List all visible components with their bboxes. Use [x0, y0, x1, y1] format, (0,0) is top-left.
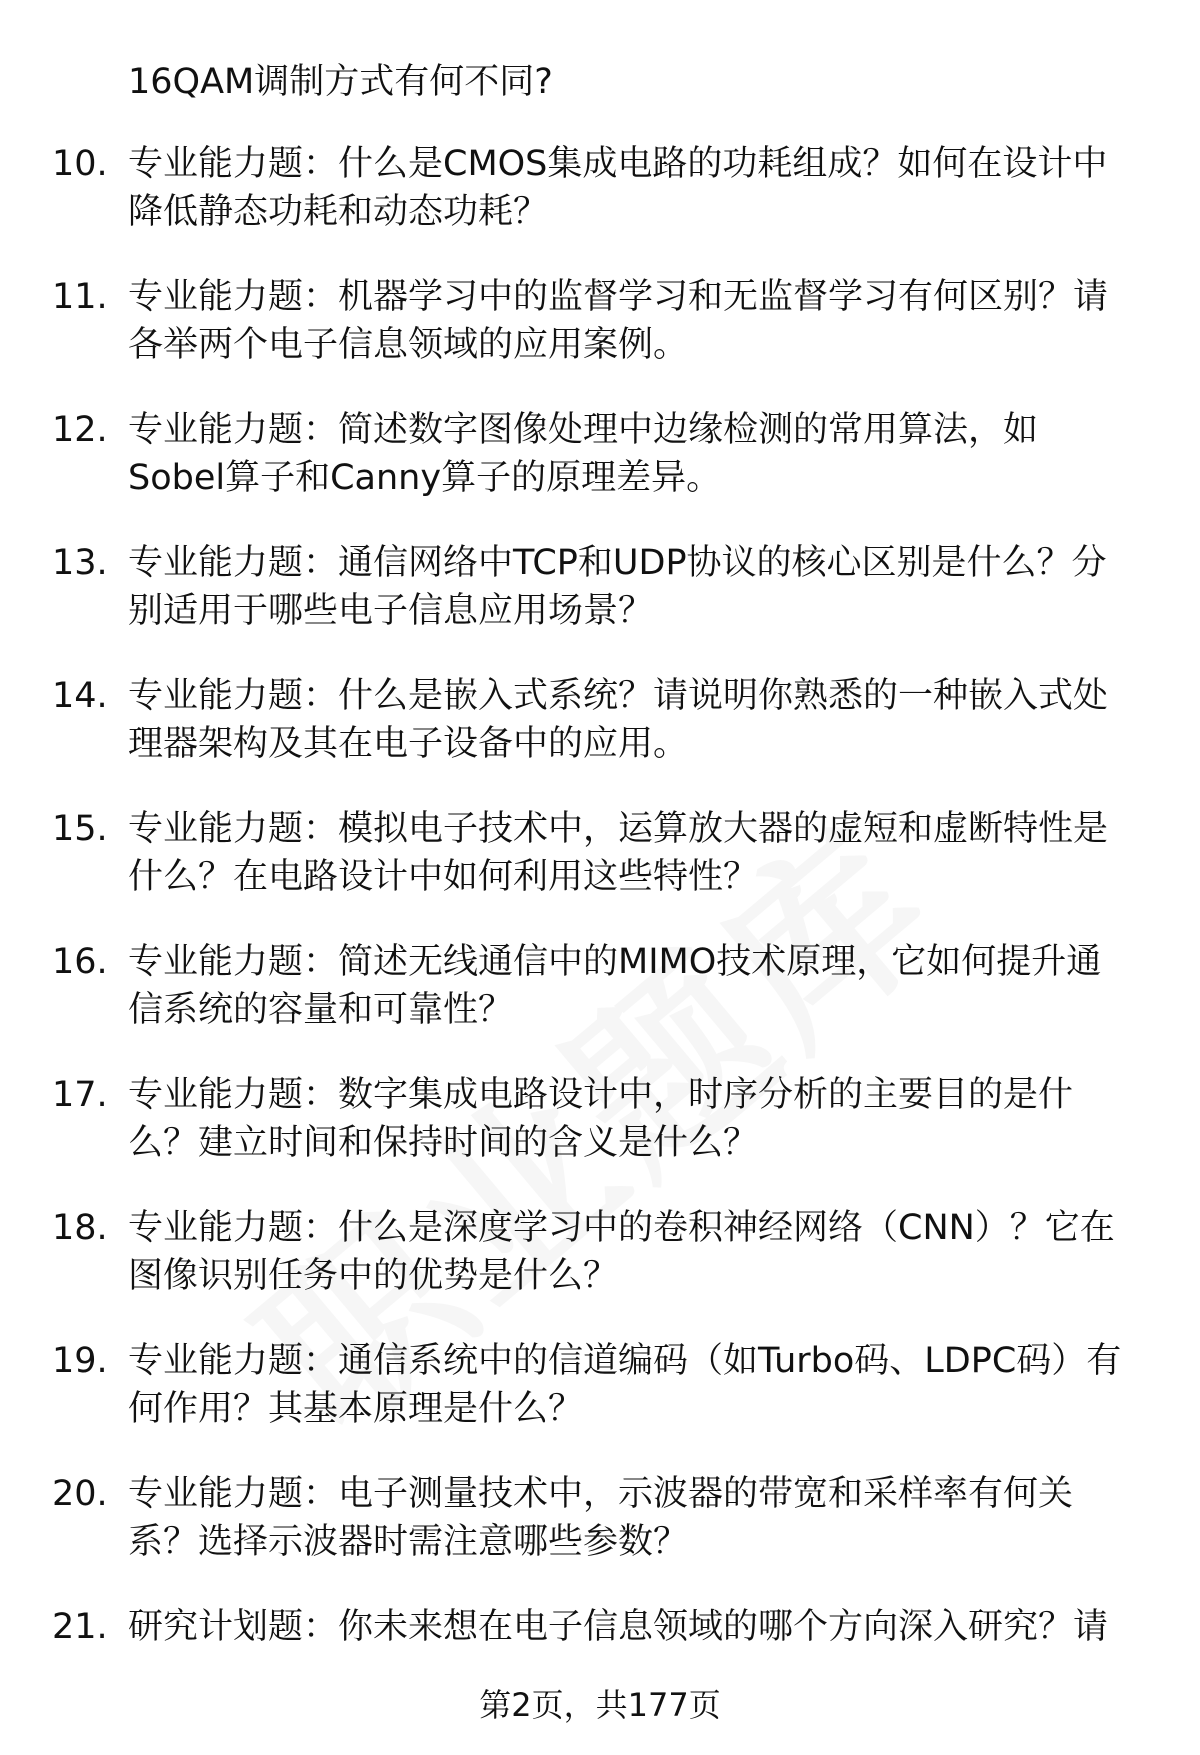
- question-text-line: 各举两个电子信息领域的应用案例。: [128, 325, 689, 365]
- question-text: [128, 1337, 1158, 1433]
- question-text-line: 系？选择示波器时需注意哪些参数？: [128, 1522, 689, 1562]
- question-text: [128, 1603, 1158, 1651]
- question-text: [128, 938, 1158, 1034]
- question-item: [0, 938, 1200, 1071]
- question-number: 15.: [52, 809, 108, 849]
- question-text-line: 理器架构及其在电子设备中的应用。: [128, 724, 689, 764]
- question-text: [128, 672, 1158, 768]
- question-text-line: 降低静态功耗和动态功耗？: [128, 192, 549, 232]
- question-text-line: 专业能力题：简述数字图像处理中边缘检测的常用算法，如: [128, 410, 1039, 450]
- question-text-line: 专业能力题：通信系统中的信道编码（如Turbo码、LDPC码）有: [128, 1341, 1122, 1381]
- question-text-line: 信系统的容量和可靠性？: [128, 990, 514, 1030]
- question-text-line: 专业能力题：什么是深度学习中的卷积神经网络（CNN）？它在: [128, 1208, 1115, 1248]
- question-text: [128, 1204, 1158, 1300]
- question-number: 20.: [52, 1474, 108, 1514]
- page-footer: 第2页，共177页: [479, 1686, 721, 1724]
- question-text: [128, 406, 1158, 502]
- question-item: [0, 805, 1200, 938]
- question-item: [0, 672, 1200, 805]
- question-text-line: 研究计划题：你未来想在电子信息领域的哪个方向深入研究？请: [128, 1607, 1109, 1647]
- question-text-line: 别适用于哪些电子信息应用场景？: [128, 591, 654, 631]
- question-number: 12.: [52, 410, 108, 450]
- question-text-line: 专业能力题：通信网络中TCP和UDP协议的核心区别是什么？分: [128, 543, 1107, 583]
- question-item: [0, 140, 1200, 273]
- question-text-line: 专业能力题：模拟电子技术中，运算放大器的虚短和虚断特性是: [128, 809, 1109, 849]
- question-text-line: 专业能力题：什么是嵌入式系统？请说明你熟悉的一种嵌入式处: [128, 676, 1109, 716]
- question-text-line: 专业能力题：数字集成电路设计中，时序分析的主要目的是什: [128, 1075, 1074, 1115]
- question-text-line: 什么？在电路设计中如何利用这些特性？: [128, 857, 759, 897]
- question-text-line: 么？建立时间和保持时间的含义是什么？: [128, 1123, 759, 1163]
- question-item: [0, 406, 1200, 539]
- question-number: 11.: [52, 277, 108, 317]
- question-list: [0, 140, 1200, 1736]
- question-item: [0, 539, 1200, 672]
- question-item: [0, 1337, 1200, 1470]
- question-text: [128, 140, 1158, 236]
- question-text: [128, 805, 1158, 901]
- question-text: [128, 1470, 1158, 1566]
- question-number: 14.: [52, 676, 108, 716]
- question-text-line: 何作用？其基本原理是什么？: [128, 1389, 584, 1429]
- question-number: 10.: [52, 144, 108, 184]
- question-number: 19.: [52, 1341, 108, 1381]
- question-item: [0, 1470, 1200, 1603]
- question-item: [0, 1204, 1200, 1337]
- question-text-line: 专业能力题：机器学习中的监督学习和无监督学习有何区别？请: [128, 277, 1109, 317]
- question-text-line: Sobel算子和Canny算子的原理差异。: [128, 458, 722, 498]
- question-text: [128, 273, 1158, 369]
- question-number: 17.: [52, 1075, 108, 1115]
- question-text: [128, 1071, 1158, 1167]
- question-number: 21.: [52, 1607, 108, 1647]
- question-item: [0, 273, 1200, 406]
- question-text-line: 专业能力题：电子测量技术中，示波器的带宽和采样率有何关: [128, 1474, 1074, 1514]
- question-number: 18.: [52, 1208, 108, 1248]
- continued-question-text: 16QAM调制方式有何不同?: [128, 62, 553, 102]
- question-text-line: 专业能力题：简述无线通信中的MIMO技术原理，它如何提升通: [128, 942, 1102, 982]
- question-text: [128, 539, 1158, 635]
- question-text-line: 专业能力题：什么是CMOS集成电路的功耗组成？如何在设计中: [128, 144, 1108, 184]
- question-text-line: 图像识别任务中的优势是什么？: [128, 1256, 619, 1296]
- question-number: 13.: [52, 543, 108, 583]
- question-item: [0, 1071, 1200, 1204]
- question-number: 16.: [52, 942, 108, 982]
